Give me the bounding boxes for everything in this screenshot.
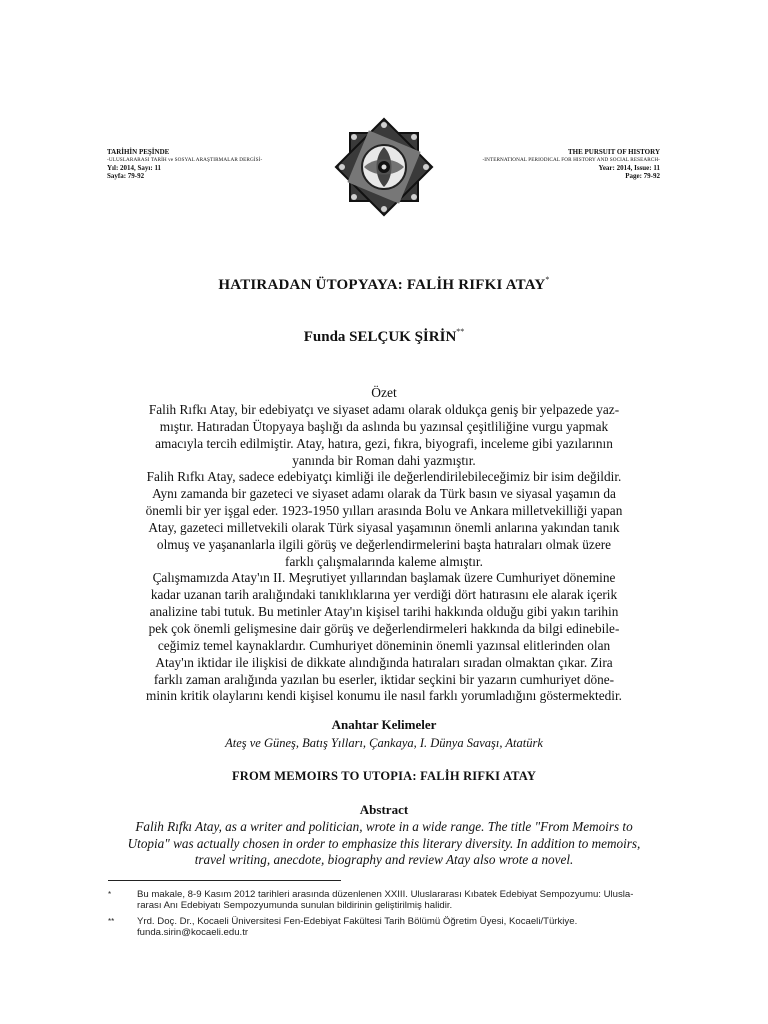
ozet-line: farklı çalışmalarında kaleme almıştır.: [285, 553, 483, 569]
page-range: Sayfa: 79-92: [107, 172, 145, 180]
ozet-heading: Özet: [371, 385, 397, 400]
footnote-email[interactable]: funda.sirin@kocaeli.edu.tr: [137, 927, 249, 939]
abstract-line: travel writing, anecdote, biography and review Atay also wrote a novel.: [194, 852, 574, 868]
year-issue: Yıl: 2014, Sayı: 11: [107, 164, 162, 172]
footnote-1: [108, 889, 668, 912]
journal-name: TARİHİN PEŞİNDE: [107, 148, 170, 156]
journal-header-left: [107, 148, 262, 180]
ozet-line: Falih Rıfkı Atay, sadece edebiyatçı kimliği ile değerlendirilebileceğimiz bir isim değildir.: [146, 469, 622, 485]
abstract-line: Falih Rıfkı Atay, as a writer and politician, wrote in a wide range. The title "From Memoirs to: [135, 819, 633, 834]
ornamental-star-tile-icon: [330, 113, 438, 221]
page-range-en: Page: 79-92: [625, 172, 660, 180]
ozet-line: amacıyla tercih edilmiştir. Atay, hatıra, gezi, fıkra, biyografi, inceleme gibi yazılarının: [155, 435, 613, 451]
ozet-line: önemli bir yer işgal eder. 1923-1950 yılları arasında Bolu ve Ankara milletvekilliği yapan: [145, 503, 623, 519]
title-footnote-mark: *: [545, 275, 550, 284]
abstract-heading: Abstract: [359, 802, 409, 817]
ozet-line: yanında bir Roman dahi yazmıştır.: [292, 452, 476, 468]
english-title: FROM MEMOIRS TO UTOPIA: FALİH RIFKI ATAY: [231, 769, 537, 783]
keywords-text: Ateş ve Güneş, Batış Yılları, Çankaya, I. Dünya Savaşı, Atatürk: [225, 736, 543, 750]
journal-subtitle-en: -INTERNATIONAL PERIODICAL FOR HISTORY AND SOCIAL RESEARCH-: [482, 157, 660, 163]
ozet-line: Falih Rıfkı Atay, bir edebiyatçı ve siyaset adamı olarak oldukça geniş bir yelpazede yaz-: [148, 402, 620, 417]
abstract-body: [108, 819, 660, 869]
ozet-line: kadar uzanan tarih aralığındaki tanıklıklarına yer verdiği dört hatırasını ele alarak içerik: [150, 587, 618, 603]
article-title: [0, 277, 768, 294]
ozet-line: minin kritik olaylarını kendi kişisel konumu ile nasıl farklı yorumladığını göstermektedir.: [145, 688, 623, 704]
ozet-line: olmuş ve yaşananlarla ilgili görüş ve değerlendirmelerini başta hatıraları olmak üzere: [156, 536, 612, 552]
author-footnote-mark: **: [456, 327, 465, 336]
keywords-heading: Anahtar Kelimeler: [331, 717, 437, 732]
footnote-divider: [108, 880, 341, 881]
footnote-text: Yrd. Doç. Dr., Kocaeli Üniversitesi Fen-Edebiyat Fakültesi Tarih Bölümü Öğretim Üyesi, Kocaeli/Türkiye.: [137, 916, 578, 927]
journal-name-en: THE PURSUIT OF HISTORY: [567, 148, 660, 156]
ozet-body: [108, 402, 660, 705]
ozet-line: ceğimiz temel kaynaklardır. Cumhuriyet döneminin önemli yazınsal elitlerinden olan: [157, 637, 611, 653]
ozet-line: farklı zaman aralığında yazılan bu eserler, iktidar seçkini bir yazarın cumhuriyet döne-: [153, 671, 615, 687]
ozet-line: Atay, gazeteci milletvekili olarak Türk siyasal yaşamının önemli anlarına yakından tanık: [148, 519, 620, 535]
ozet-line: analizine tabi tutuk. Bu metinler Atay'ın kişisel tarihi hakkında olduğu gibi yakın tarihin: [149, 604, 619, 620]
footnote-2: [108, 916, 668, 939]
journal-header-right: [482, 148, 660, 180]
year-issue-en: Year: 2014, Issue: 11: [598, 164, 660, 172]
author: [0, 329, 768, 346]
footnote-text: rarası Anı Edebiyatı Sempozyumunda sunulan bildirinin geliştirilmiş halidir.: [137, 900, 453, 912]
ozet-line: mıştır. Hatıradan Ütopyaya başlığı da aslında bu yazınsal çeşitliliğine vurgu yapmak: [159, 418, 609, 434]
author-name: Funda SELÇUK ŞİRİN: [303, 329, 457, 345]
footnote-text: Bu makale, 8-9 Kasım 2012 tarihleri arasında düzenlenen XXIII. Uluslararası Kıbatek Edebiyat Sempozyumu: Ulusla-: [137, 889, 634, 900]
abstract-line: Utopia" was actually chosen in order to emphasize this literary diversity. In addition to memoirs,: [127, 835, 641, 851]
ozet-line: Aynı zamanda bir gazeteci ve siyaset adamı olarak da Türk basın ve siyasal yaşamın da: [152, 486, 616, 502]
journal-subtitle: -ULUSLARARASI TARİH ve SOSYAL ARAŞTIRMALAR DERGİSİ-: [107, 157, 263, 163]
footnote-mark: *: [108, 890, 112, 899]
ozet-line: Çalışmamızda Atay'ın II. Meşrutiyet yıllarından başlamak üzere Cumhuriyet dönemine: [152, 570, 616, 586]
article-title-text: HATIRADAN ÜTOPYAYA: FALİH RIFKI ATAY: [218, 277, 546, 293]
ozet-line: Atay'ın iktidar ile ilişkisi de dikkate alındığında hatıraları sıradan olmaktan çıkar. Zira: [155, 654, 613, 670]
footnote-mark: **: [108, 917, 115, 926]
ozet-line: pek çok önemli gelişmesine dair görüş ve değerlendirmeleri hakkında da bilgi edinebile-: [148, 620, 620, 636]
